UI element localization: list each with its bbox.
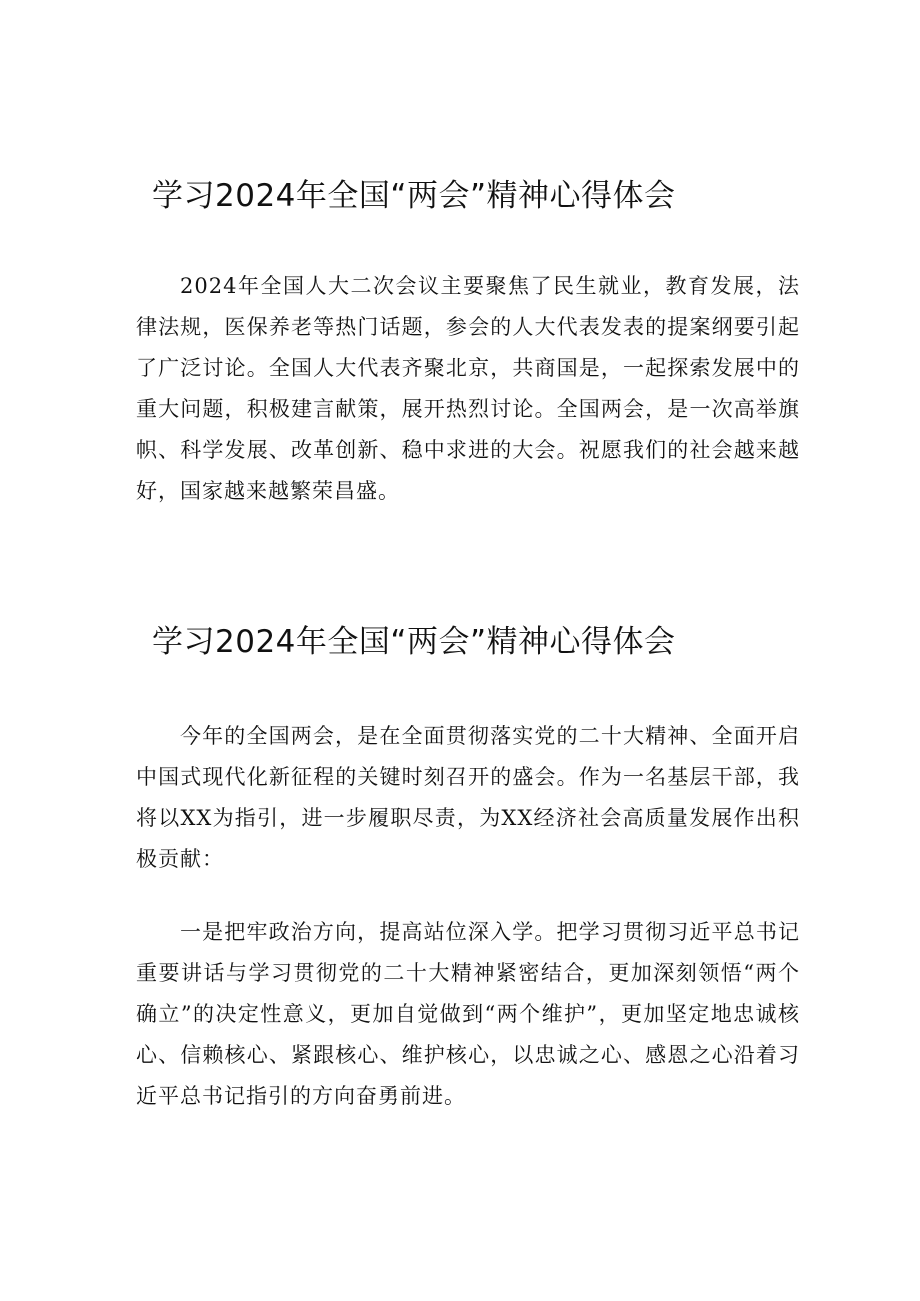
body-paragraph: 2024年全国人大二次会议主要聚焦了民生就业，教育发展，法律法规，医保养老等热门话题，参会的人大代表发表的提案纲要引起了广泛讨论。全国人大代表齐聚北京，共商国是，一起探索发展中的重大问题，积极建言献策，展开热烈讨论。全国两会，是一次高举旗帜、科学发展、改革创新、稳中求进的大会。祝愿我们的社会越来越好，国家越来越繁荣昌盛。 [136,274,800,503]
section-title: 学习2024年全国“两会”精神心得体会 [152,178,676,214]
section-title: 学习2024年全国“两会”精神心得体会 [152,624,676,660]
body-paragraph: 今年的全国两会，是在全面贯彻落实党的二十大精神、全面开启中国式现代化新征程的关键时刻召开的盛会。作为一名基层干部，我将以XX为指引，进一步履职尽责，为XX经济社会高质量发展作出积极贡献： [136,724,800,871]
body-paragraph: 一是把牢政治方向，提高站位深入学。把学习贯彻习近平总书记重要讲话与学习贯彻党的二十大精神紧密结合，更加深刻领悟“两个确立”的决定性意义，更加自觉做到“两个维护”，更加坚定地忠诚核心、信赖核心、紧跟核心、维护核心，以忠诚之心、感恩之心沿着习近平总书记指引的方向奋勇前进。 [136,920,800,1108]
